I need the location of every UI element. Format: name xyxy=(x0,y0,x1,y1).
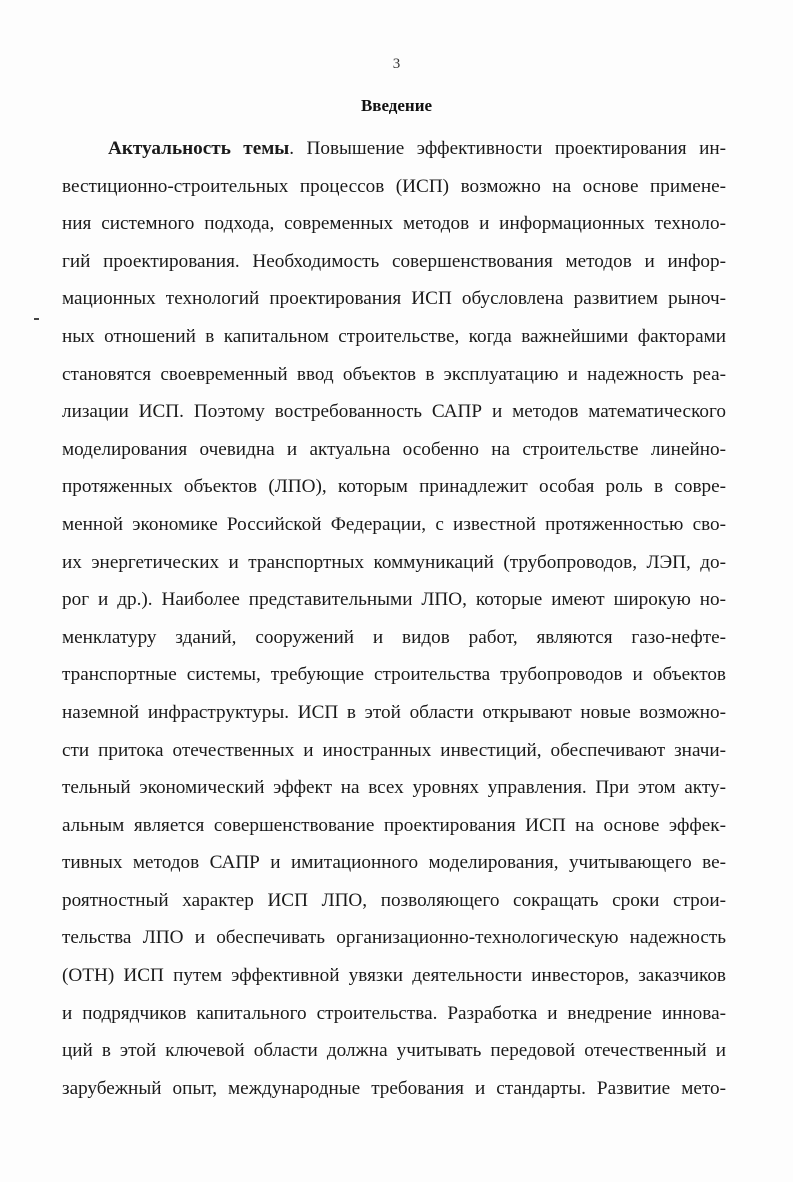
section-heading: Введение xyxy=(360,96,433,115)
text-line-15: наземной инфраструктуры. ИСП в этой области открывают новые возможно- xyxy=(62,701,726,723)
text-line-18: альным является совершенствование проектирования ИСП на основе эффек- xyxy=(62,814,726,836)
lead-bold-phrase: Актуальность темы xyxy=(108,138,290,159)
text-line-13: менклатуру зданий, сооружений и видов работ, являются газо-нефте- xyxy=(62,626,726,648)
text-line-16: сти притока отечественных и иностранных инвестиций, обеспечивают значи- xyxy=(62,739,726,761)
text-line-12: рог и др.). Наиболее представительными ЛПО, которые имеют широкую но- xyxy=(62,589,726,611)
text-line-2b: ния системного подхода, современных методов и информационных техноло- xyxy=(62,213,726,235)
text-line-1 xyxy=(62,130,726,168)
text-line-22: (ОТН) ИСП путем эффективной увязки деятельности инвесторов, заказчиков xyxy=(62,965,726,987)
text-line-19: тивных методов САПР и имитационного моделирования, учитывающего ве- xyxy=(62,852,726,874)
body-text xyxy=(62,130,726,1107)
page-number: 3 xyxy=(392,56,401,72)
text-line-5: ных отношений в капитальном строительстве, когда важнейшими факторами xyxy=(62,325,726,347)
margin-mark xyxy=(34,318,39,320)
text-line-10: менной экономике Российской Федерации, с известной протяженностью сво- xyxy=(62,513,726,535)
text-line-9: протяженных объектов (ЛПО), которым принадлежит особая роль в совре- xyxy=(62,476,726,498)
text-line-20: роятностный характер ИСП ЛПО, позволяющего сокращать сроки строи- xyxy=(62,889,726,911)
text-line-23: и подрядчиков капитального строительства. Разработка и внедрение иннова- xyxy=(62,1002,726,1024)
text-line-2: вестиционно-строительных процессов (ИСП) возможно на основе примене- xyxy=(62,175,726,197)
text-line-11: их энергетических и транспортных коммуникаций (трубопроводов, ЛЭП, до- xyxy=(62,551,726,573)
text-line-3: гий проектирования. Необходимость совершенствования методов и инфор- xyxy=(62,250,726,272)
text-line-6: становятся своевременный ввод объектов в эксплуатацию и надежность реа- xyxy=(62,363,726,385)
text-line-24: ций в этой ключевой области должна учитывать передовой отечественный и xyxy=(62,1040,726,1062)
text-line-4: мационных технологий проектирования ИСП обусловлена развитием рыноч- xyxy=(62,288,726,310)
text-line-17: тельный экономический эффект на всех уровнях управления. При этом акту- xyxy=(62,777,726,799)
text-line-21: тельства ЛПО и обеспечивать организационно-технологическую надежность xyxy=(62,927,726,949)
text-line-14: транспортные системы, требующие строительства трубопроводов и объектов xyxy=(62,664,726,686)
text-line-7: лизации ИСП. Поэтому востребованность САПР и методов математического xyxy=(62,401,726,423)
text-line-25: зарубежный опыт, международные требования и стандарты. Развитие мето- xyxy=(62,1077,726,1099)
text-line-8: моделирования очевидна и актуальна особенно на строительстве линейно- xyxy=(62,438,726,460)
text-line-1-rest: . Повышение эффективности проектирования ин- xyxy=(289,138,726,159)
